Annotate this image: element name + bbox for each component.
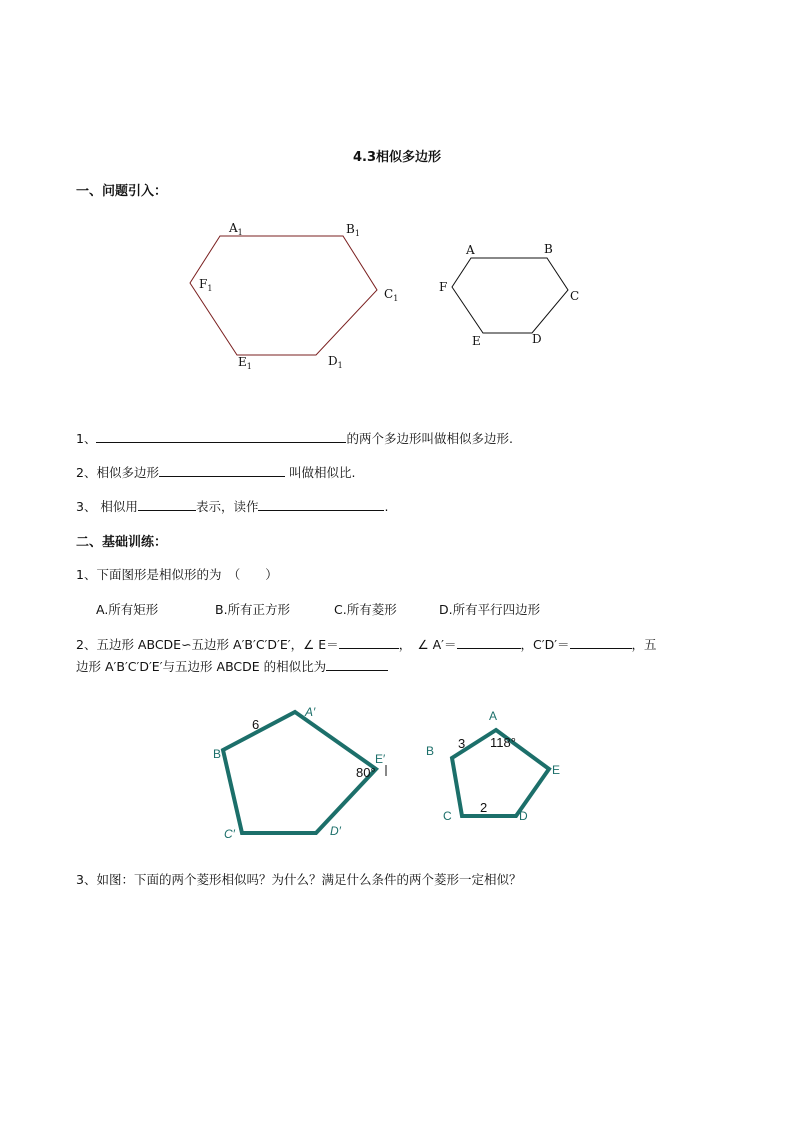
answer-blank-3a[interactable]	[138, 497, 196, 511]
label-C: C	[570, 289, 580, 303]
hexagon-small	[452, 258, 568, 333]
label-A: A	[466, 243, 475, 257]
basic-question-2-line1: 2、五边形 ABCDE∽五边形 A′B′C′D′E′，∠ E＝ ， ∠ A′＝ ，C′D′＝ ，五	[76, 637, 657, 652]
label-C1: $C_1$	[384, 287, 399, 303]
basic-question-1: 1、下面图形是相似形的为 （ ）	[76, 567, 278, 582]
label-A-small: A	[489, 709, 498, 723]
option-b[interactable]: B.所有正方形	[215, 602, 291, 617]
label-side-6: 6	[252, 717, 260, 732]
page-title: 4.3相似多边形	[352, 150, 442, 165]
option-a[interactable]: A.所有矩形	[96, 602, 159, 617]
label-angle-118: 118°	[490, 735, 516, 750]
label-side-2: 2	[480, 800, 488, 815]
answer-blank-1[interactable]	[96, 429, 346, 443]
label-D: D	[532, 332, 542, 346]
answer-blank-angle-a[interactable]	[457, 635, 521, 649]
answer-blank-3b[interactable]	[258, 497, 384, 511]
label-E-small: E	[552, 763, 561, 777]
label-D1: $D_1$	[328, 354, 343, 370]
label-B-big: B	[213, 747, 222, 761]
question-1: 1、 的两个多边形叫做相似多边形.	[76, 431, 513, 446]
label-A1: $A_1$	[229, 221, 243, 237]
label-E: E	[472, 334, 481, 348]
label-side-3: 3	[458, 736, 466, 751]
answer-blank-cd[interactable]	[570, 635, 632, 649]
label-C-prime: C′	[224, 827, 235, 841]
label-F1: $F_1$	[199, 277, 213, 293]
hexagon-large	[190, 236, 377, 355]
label-angle-80: 80°	[356, 765, 376, 780]
answer-blank-angle-e[interactable]	[339, 635, 399, 649]
label-B1: $B_1$	[346, 222, 360, 238]
question-3: 3、 相似用 表示，读作 .	[76, 499, 389, 514]
option-c[interactable]: C.所有菱形	[334, 602, 397, 617]
label-B-small: B	[426, 744, 435, 758]
pentagon-large	[223, 712, 376, 833]
section-heading-basic: 二、基础训练：	[76, 535, 168, 550]
label-D-small: D	[519, 809, 528, 823]
section-heading-intro: 一、问题引入：	[76, 184, 168, 199]
question-2: 2、相似多边形 叫做相似比.	[76, 465, 356, 480]
basic-question-2-line2: 边形 A′B′C′D′E′与五边形 ABCDE 的相似比为	[76, 657, 388, 675]
answer-blank-ratio[interactable]	[326, 657, 388, 671]
label-F: F	[439, 280, 448, 294]
label-A-prime: A′	[305, 705, 316, 719]
label-C-small: C	[443, 809, 452, 823]
label-B: B	[544, 242, 553, 256]
basic-question-3: 3、如图：下面的两个菱形相似吗？为什么？满足什么条件的两个菱形一定相似？	[76, 872, 522, 887]
label-D-prime: D′	[330, 824, 341, 838]
answer-blank-2[interactable]	[159, 463, 285, 477]
label-E1: $E_1$	[238, 355, 252, 371]
label-E-prime: E′	[375, 752, 386, 766]
option-d[interactable]: D.所有平行四边形	[439, 602, 541, 617]
